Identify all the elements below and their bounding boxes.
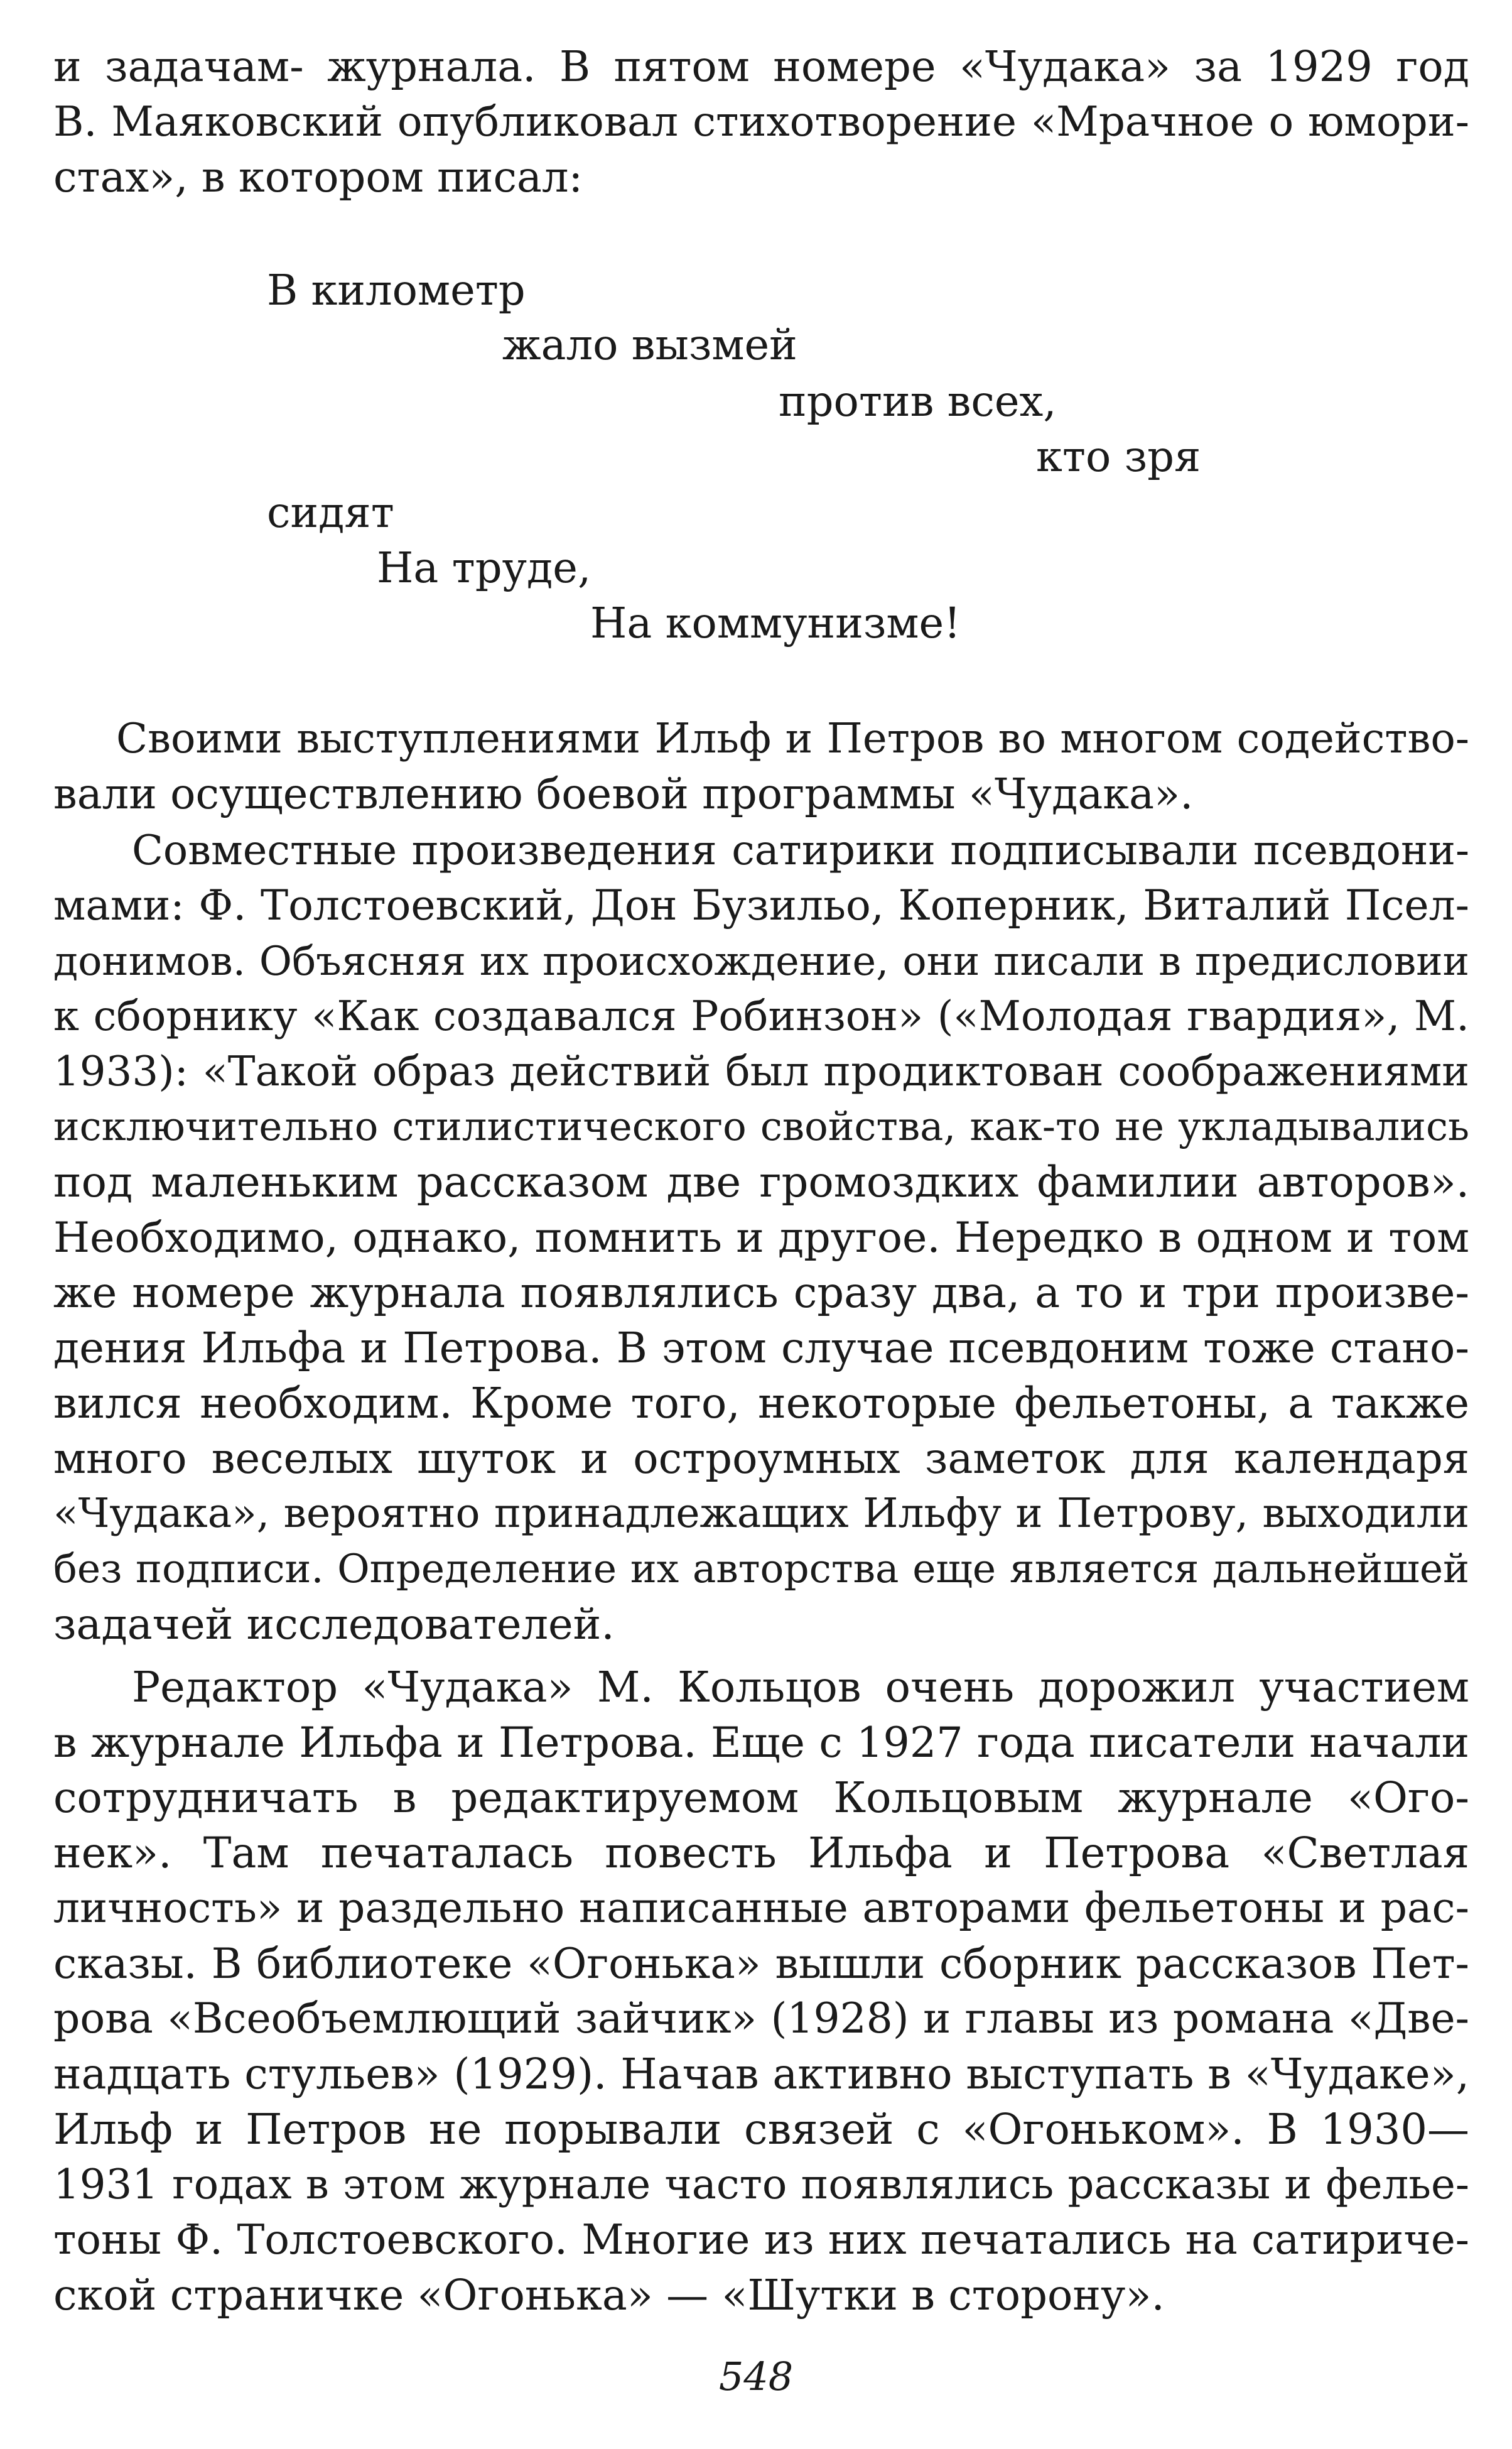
- paragraph3-line-6: сказы. В библиотеке «Огонька» вышли сборник рассказов Пет-: [53, 1939, 1469, 1988]
- paragraph2-line-2: мами: Ф. Толстоевский, Дон Бузильо, Коперник, Виталий Псел-: [53, 881, 1469, 930]
- paragraph2-line-7: под маленьким рассказом две громоздких фамилии авторов».: [53, 1158, 1469, 1207]
- paragraph2-line-9: же номере журнала появлялись сразу два, а то и три произве-: [53, 1268, 1469, 1317]
- poem-line-6: На труде,: [377, 543, 591, 592]
- paragraph2-line-8: Необходимо, однако, помнить и другое. Нередко в одном и том: [53, 1213, 1469, 1262]
- paragraph2-line-14: без подписи. Определение их авторства еще является дальнейшей: [53, 1546, 1469, 1592]
- poem-line-7: На коммунизме!: [590, 599, 961, 648]
- paragraph2-line-10: дения Ильфа и Петрова. В этом случае псевдоним тоже стано-: [53, 1323, 1469, 1372]
- paragraph3-line-11: тоны Ф. Толстоевского. Многие из них печатались на сатириче-: [53, 2215, 1469, 2264]
- paragraph1-line-1: Своими выступлениями Ильф и Петров во многом содейство-: [116, 715, 1469, 763]
- paragraph2-line-4: к сборнику «Как создавался Робинзон» («Молодая гвардия», М.: [53, 992, 1469, 1040]
- paragraph2-line-1: Совместные произведения сатирики подписывали псевдони-: [132, 827, 1469, 874]
- paragraph2-line-12: много веселых шуток и остроумных заметок для календаря: [53, 1434, 1469, 1483]
- paragraph3-line-9: Ильф и Петров не порывали связей с «Огоньком». В 1930—: [53, 2105, 1469, 2154]
- paragraph2-line-6: исключительно стилистического свойства, как-то не укладывались: [53, 1104, 1469, 1149]
- page-number: 548: [718, 2354, 794, 2399]
- poem-line-5: сидят: [267, 488, 394, 537]
- paragraph3-line-7: рова «Всеобъемлющий зайчик» (1928) и главы из романа «Две-: [53, 1994, 1469, 2043]
- intro-line-3: стах», в котором писал:: [53, 153, 583, 202]
- paragraph3-line-1: Редактор «Чудака» М. Кольцов очень дорожил участием: [132, 1663, 1469, 1712]
- paragraph3-line-5: личность» и раздельно написанные авторами фельетоны и рас-: [53, 1884, 1469, 1932]
- paragraph2-line-3: донимов. Объясняя их происхождение, они писали в предисловии: [53, 938, 1469, 984]
- paragraph2-line-13: «Чудака», вероятно принадлежащих Ильфу и Петрову, выходили: [53, 1490, 1469, 1537]
- paragraph2-line-11: вился необходим. Кроме того, некоторые фельетоны, а также: [53, 1379, 1469, 1428]
- poem-line-3: против всех,: [779, 377, 1057, 426]
- poem-line-1: В километр: [267, 266, 526, 315]
- paragraph3-line-10: 1931 годах в этом журнале часто появлялись рассказы и фелье-: [53, 2161, 1469, 2208]
- paragraph1-line-2: вали осуществлению боевой программы «Чудака».: [53, 769, 1194, 818]
- paragraph3-line-3: сотрудничать в редактируемом Кольцовым журнале «Ого-: [53, 1773, 1469, 1822]
- paragraph3-line-12: ской страничке «Огонька» — «Шутки в сторону».: [53, 2271, 1165, 2320]
- intro-line-1: и задачам- журнала. В пятом номере «Чудака» за 1929 год: [53, 42, 1469, 91]
- paragraph3-line-2: в журнале Ильфа и Петрова. Еще с 1927 года писатели начали: [53, 1718, 1469, 1767]
- paragraph2-line-5: 1933): «Такой образ действий был продиктован соображениями: [53, 1048, 1469, 1095]
- paragraph2-line-15: задачей исследователей.: [53, 1600, 615, 1649]
- paragraph3-line-4: нек». Там печаталась повесть Ильфа и Петрова «Светлая: [53, 1828, 1469, 1877]
- poem-line-2: жало вызмей: [502, 320, 797, 369]
- paragraph3-line-8: надцать стульев» (1929). Начав активно выступать в «Чудаке»,: [53, 2050, 1469, 2099]
- poem-line-4: кто зря: [1036, 432, 1201, 481]
- intro-line-2: В. Маяковский опубликовал стихотворение «Мрачное о юмори-: [53, 97, 1469, 146]
